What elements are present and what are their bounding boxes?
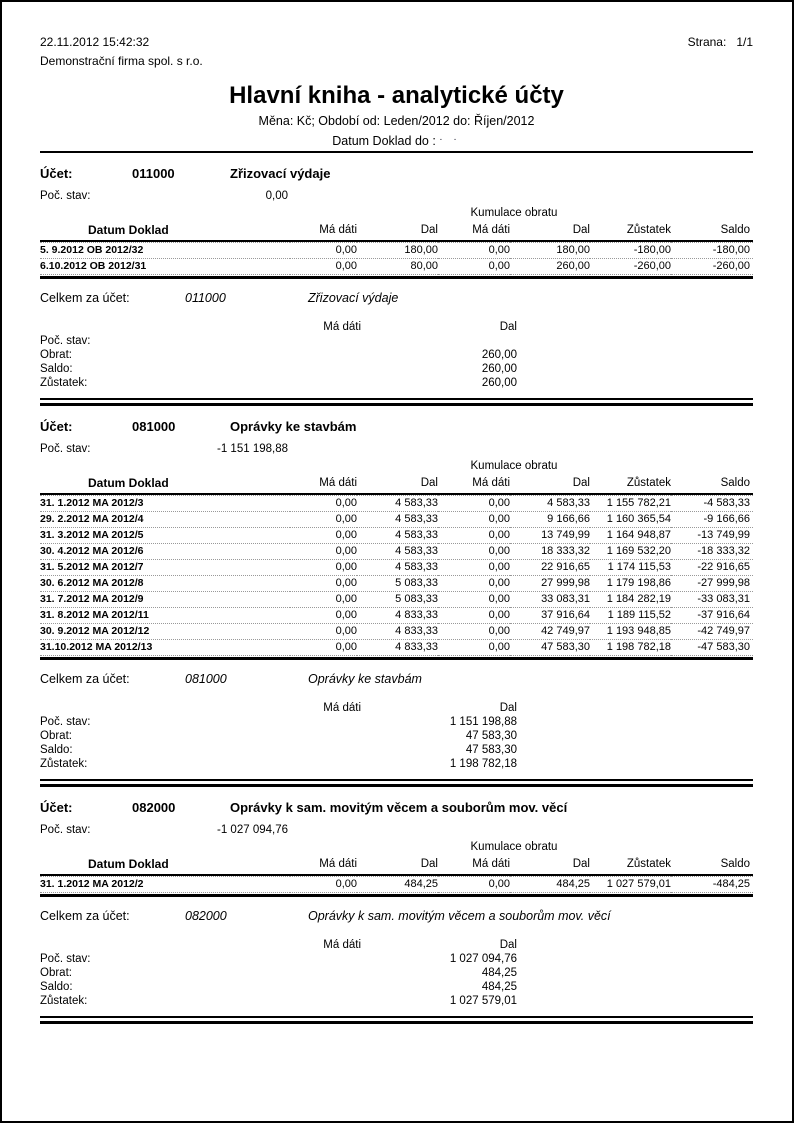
summary-row-value: 1 027 579,01	[449, 995, 517, 1007]
movement-date-doc: 31. 1.2012 MA 2012/3	[40, 495, 290, 511]
summary-row-value	[361, 334, 517, 348]
column-header: Zůstatek	[590, 222, 671, 242]
movement-amount: 18 333,32	[510, 543, 590, 559]
summary-row-value: 260,00	[481, 363, 517, 375]
movement-amount: 0,00	[438, 876, 510, 893]
section-divider	[40, 779, 753, 787]
movement-amount: 0,00	[290, 639, 357, 656]
summary-row	[40, 757, 753, 771]
column-header: Má dáti	[290, 222, 357, 242]
movement-date-doc: 5. 9.2012 OB 2012/32	[40, 242, 290, 258]
movement-date-doc: 30. 9.2012 MA 2012/12	[40, 623, 290, 639]
summary-row-value	[210, 362, 361, 376]
summary-credit-header: Dal	[499, 321, 517, 333]
summary-row	[40, 376, 753, 390]
account-total-number: 011000	[185, 291, 226, 305]
movement-row	[40, 258, 753, 275]
account-total-number: 081000	[185, 672, 227, 686]
account-label: Účet:	[40, 419, 73, 434]
movement-row	[40, 527, 753, 543]
summary-row-label: Saldo:	[40, 981, 73, 993]
summary-row-value	[210, 743, 361, 757]
movement-date-doc: 31. 3.2012 MA 2012/5	[40, 527, 290, 543]
table-body	[40, 495, 753, 656]
movement-amount: 0,00	[438, 607, 510, 623]
movements-table-wrap	[40, 475, 753, 660]
account-total-name: Oprávky k sam. movitým věcem a souborům mov. věcí	[308, 909, 611, 923]
column-header: Saldo	[671, 222, 753, 242]
column-header: Má dáti	[290, 475, 357, 495]
movement-row	[40, 559, 753, 575]
opening-balance-label: Poč. stav:	[40, 824, 91, 836]
movement-amount: 1 179 198,86	[590, 575, 671, 591]
movement-amount: 0,00	[438, 591, 510, 607]
movement-date-doc: 31. 1.2012 MA 2012/2	[40, 876, 290, 893]
summary-row	[40, 994, 753, 1008]
account-total-row	[40, 291, 753, 306]
movement-amount: 0,00	[290, 575, 357, 591]
summary-row-label: Saldo:	[40, 363, 73, 375]
account-section	[40, 800, 753, 1024]
report-title: Hlavní kniha - analytické účty	[229, 82, 564, 109]
summary-row-value: 47 583,30	[465, 744, 517, 756]
movement-amount: 1 027 579,01	[590, 876, 671, 893]
movement-date-doc: 6.10.2012 OB 2012/31	[40, 258, 290, 275]
column-header: Zůstatek	[590, 475, 671, 495]
column-header: Dal	[510, 222, 590, 242]
summary-rows	[40, 952, 753, 1008]
movement-amount: 4 833,33	[357, 623, 438, 639]
summary-row-label: Zůstatek:	[40, 377, 88, 389]
movement-amount: 0,00	[290, 495, 357, 511]
summary-row-value: 260,00	[481, 377, 517, 389]
summary-row	[40, 362, 753, 376]
column-header: Saldo	[671, 856, 753, 876]
movement-amount: 5 083,33	[357, 591, 438, 607]
movement-row	[40, 639, 753, 656]
movement-amount: 0,00	[290, 258, 357, 275]
summary-row	[40, 334, 753, 348]
movement-amount: 4 583,33	[357, 543, 438, 559]
movement-row	[40, 543, 753, 559]
account-total-row	[40, 672, 753, 687]
movement-amount: 0,00	[438, 242, 510, 258]
summary-row-label: Obrat:	[40, 730, 72, 742]
movement-amount: 0,00	[438, 559, 510, 575]
summary-row-value	[210, 994, 361, 1008]
movements-table	[40, 222, 753, 275]
account-header	[40, 800, 753, 816]
movement-amount: 4 583,33	[357, 511, 438, 527]
page-indicator	[688, 35, 753, 50]
account-total-name: Oprávky ke stavbám	[308, 672, 422, 686]
movement-date-doc: 30. 6.2012 MA 2012/8	[40, 575, 290, 591]
movement-amount: 9 166,66	[510, 511, 590, 527]
accounts-container	[40, 166, 753, 1024]
summary-row-value: 1 198 782,18	[449, 758, 517, 770]
summary-row-value	[210, 952, 361, 966]
summary-row-label: Saldo:	[40, 744, 73, 756]
movement-amount: -13 749,99	[671, 527, 753, 543]
movement-amount: 0,00	[290, 876, 357, 893]
account-label: Účet:	[40, 800, 73, 815]
account-header	[40, 419, 753, 435]
table-header-row	[40, 222, 753, 242]
movement-amount: -180,00	[590, 242, 671, 258]
account-section	[40, 419, 753, 787]
movement-row	[40, 511, 753, 527]
opening-balance-value: -1 151 198,88	[217, 443, 288, 455]
summary-row	[40, 348, 753, 362]
movements-table-wrap	[40, 856, 753, 897]
movement-amount: 0,00	[290, 591, 357, 607]
movement-amount: 1 174 115,53	[590, 559, 671, 575]
movements-table	[40, 475, 753, 656]
column-header: Má dáti	[438, 856, 510, 876]
column-header: Dal	[510, 856, 590, 876]
column-header: Datum Doklad	[40, 475, 290, 495]
movement-amount: 0,00	[290, 559, 357, 575]
summary-row-value: 1 151 198,88	[449, 716, 517, 728]
summary-row	[40, 966, 753, 980]
header-rule	[40, 151, 753, 153]
summary-row	[40, 715, 753, 729]
movement-date-doc: 31.10.2012 MA 2012/13	[40, 639, 290, 656]
account-name: Zřizovací výdaje	[230, 166, 331, 181]
summary-columns-header	[40, 938, 753, 952]
column-header: Datum Doklad	[40, 856, 290, 876]
movement-amount: -27 999,98	[671, 575, 753, 591]
movement-amount: 0,00	[438, 495, 510, 511]
movement-amount: 0,00	[438, 575, 510, 591]
column-header: Datum Doklad	[40, 222, 290, 242]
account-total-row	[40, 909, 753, 924]
date-filter-placeholder: · ·	[439, 134, 461, 145]
report-header	[40, 35, 753, 50]
movement-row	[40, 623, 753, 639]
account-section	[40, 166, 753, 406]
summary-row-value: 260,00	[481, 349, 517, 361]
report-subtitle-date-filter	[40, 132, 753, 149]
summary-row-value	[210, 334, 361, 348]
summary-row	[40, 980, 753, 994]
movement-amount: 180,00	[510, 242, 590, 258]
movement-amount: 4 583,33	[510, 495, 590, 511]
movement-amount: 13 749,99	[510, 527, 590, 543]
table-header-row	[40, 475, 753, 495]
movement-amount: -484,25	[671, 876, 753, 893]
movement-amount: 22 916,65	[510, 559, 590, 575]
column-header: Saldo	[671, 475, 753, 495]
movement-amount: 0,00	[438, 258, 510, 275]
movement-amount: 4 583,33	[357, 495, 438, 511]
account-total-number: 082000	[185, 909, 227, 923]
account-total-label: Celkem za účet:	[40, 672, 130, 686]
movement-date-doc: 31. 8.2012 MA 2012/11	[40, 607, 290, 623]
table-header-row	[40, 856, 753, 876]
movement-amount: 4 583,33	[357, 527, 438, 543]
column-header: Dal	[357, 222, 438, 242]
page-number: 1/1	[736, 35, 753, 49]
opening-balance-value: -1 027 094,76	[217, 824, 288, 836]
movement-amount: -42 749,97	[671, 623, 753, 639]
summary-row-label: Zůstatek:	[40, 995, 88, 1007]
summary-debit-header: Má dáti	[323, 702, 361, 714]
movement-amount: -47 583,30	[671, 639, 753, 656]
movement-amount: 1 164 948,87	[590, 527, 671, 543]
movement-row	[40, 591, 753, 607]
movement-amount: 484,25	[357, 876, 438, 893]
section-divider	[40, 398, 753, 406]
movement-amount: 0,00	[290, 623, 357, 639]
account-header	[40, 166, 753, 182]
summary-row	[40, 743, 753, 757]
movement-amount: -18 333,32	[671, 543, 753, 559]
movement-row	[40, 495, 753, 511]
opening-balance-row	[40, 442, 753, 456]
summary-row-value	[210, 715, 361, 729]
summary-row-label: Poč. stav:	[40, 335, 91, 347]
movement-amount: 80,00	[357, 258, 438, 275]
summary-row-value: 484,25	[481, 981, 517, 993]
summary-rows	[40, 715, 753, 771]
column-header: Zůstatek	[590, 856, 671, 876]
movement-amount: 4 833,33	[357, 639, 438, 656]
cumulative-turnover-header: Kumulace obratu	[470, 841, 558, 853]
movement-amount: 0,00	[438, 511, 510, 527]
summary-row-value: 47 583,30	[465, 730, 517, 742]
movement-amount: 1 193 948,85	[590, 623, 671, 639]
movement-amount: 1 184 282,19	[590, 591, 671, 607]
cumulative-turnover-header: Kumulace obratu	[470, 460, 558, 472]
movement-date-doc: 31. 7.2012 MA 2012/9	[40, 591, 290, 607]
movement-amount: 0,00	[438, 623, 510, 639]
movement-date-doc: 31. 5.2012 MA 2012/7	[40, 559, 290, 575]
column-header: Má dáti	[438, 222, 510, 242]
movement-amount: 27 999,98	[510, 575, 590, 591]
movement-amount: 33 083,31	[510, 591, 590, 607]
account-number: 011000	[132, 166, 175, 181]
summary-columns-header	[40, 320, 753, 334]
movement-amount: 0,00	[438, 527, 510, 543]
print-timestamp: 22.11.2012 15:42:32	[40, 35, 150, 49]
movement-amount: 37 916,64	[510, 607, 590, 623]
movement-amount: -260,00	[671, 258, 753, 275]
summary-row-label: Obrat:	[40, 967, 72, 979]
movement-amount: 484,25	[510, 876, 590, 893]
movement-amount: 47 583,30	[510, 639, 590, 656]
movement-amount: 0,00	[290, 242, 357, 258]
summary-row-value	[210, 966, 361, 980]
page-label: Strana:	[687, 35, 727, 49]
movement-amount: -22 916,65	[671, 559, 753, 575]
column-header: Dal	[357, 856, 438, 876]
summary-rows	[40, 334, 753, 390]
movement-amount: 0,00	[290, 607, 357, 623]
movement-amount: -4 583,33	[671, 495, 753, 511]
movement-amount: 1 155 782,21	[590, 495, 671, 511]
movement-amount: 1 189 115,52	[590, 607, 671, 623]
account-number: 081000	[132, 419, 176, 434]
account-number: 082000	[132, 800, 176, 815]
movement-amount: 0,00	[438, 543, 510, 559]
report-subtitle-period: Měna: Kč; Období od: Leden/2012 do: Říjen/2012	[258, 114, 535, 128]
movements-table-wrap	[40, 222, 753, 279]
account-name: Oprávky k sam. movitým věcem a souborům mov. věcí	[230, 800, 568, 815]
opening-balance-row	[40, 823, 753, 837]
summary-row	[40, 729, 753, 743]
section-divider	[40, 1016, 753, 1024]
summary-row-value	[210, 348, 361, 362]
opening-balance-label: Poč. stav:	[40, 443, 91, 455]
movement-amount: 42 749,97	[510, 623, 590, 639]
movement-amount: -33 083,31	[671, 591, 753, 607]
opening-balance-label: Poč. stav:	[40, 190, 91, 202]
table-body	[40, 242, 753, 275]
movement-amount: -260,00	[590, 258, 671, 275]
movement-amount: 0,00	[290, 543, 357, 559]
movement-row	[40, 607, 753, 623]
account-total-label: Celkem za účet:	[40, 291, 130, 305]
summary-row-value	[210, 980, 361, 994]
account-total-label: Celkem za účet:	[40, 909, 130, 923]
movement-amount: 0,00	[290, 511, 357, 527]
summary-row-value	[210, 729, 361, 743]
column-header: Dal	[357, 475, 438, 495]
movement-row	[40, 575, 753, 591]
movement-amount: 0,00	[438, 639, 510, 656]
account-total-name: Zřizovací výdaje	[308, 291, 399, 305]
summary-row-label: Zůstatek:	[40, 758, 88, 770]
movement-amount: 5 083,33	[357, 575, 438, 591]
summary-row-label: Poč. stav:	[40, 953, 91, 965]
movement-amount: 4 583,33	[357, 559, 438, 575]
cumulative-turnover-header: Kumulace obratu	[470, 207, 558, 219]
movement-date-doc: 30. 4.2012 MA 2012/6	[40, 543, 290, 559]
company-name: Demonstrační firma spol. s r.o.	[40, 54, 203, 68]
movement-amount: 0,00	[290, 527, 357, 543]
column-header: Má dáti	[290, 856, 357, 876]
movement-amount: 1 169 532,20	[590, 543, 671, 559]
date-filter-label: Datum Doklad do :	[332, 134, 436, 148]
movement-row	[40, 876, 753, 893]
summary-row-value: 1 027 094,76	[449, 953, 517, 965]
movement-amount: 180,00	[357, 242, 438, 258]
opening-balance-row	[40, 189, 753, 203]
summary-row-value: 484,25	[481, 967, 517, 979]
movement-amount: -9 166,66	[671, 511, 753, 527]
account-name: Oprávky ke stavbám	[230, 419, 357, 434]
movement-amount: -37 916,64	[671, 607, 753, 623]
summary-row-value	[210, 376, 361, 390]
movement-row	[40, 242, 753, 258]
movement-amount: 260,00	[510, 258, 590, 275]
summary-columns-header	[40, 701, 753, 715]
summary-row-value	[210, 757, 361, 771]
opening-balance-value: 0,00	[265, 190, 288, 202]
summary-row-label: Obrat:	[40, 349, 72, 361]
column-header: Dal	[510, 475, 590, 495]
movements-table	[40, 856, 753, 893]
summary-credit-header: Dal	[499, 939, 517, 951]
account-label: Účet:	[40, 166, 73, 181]
summary-row-label: Poč. stav:	[40, 716, 91, 728]
movement-amount: 1 160 365,54	[590, 511, 671, 527]
summary-row	[40, 952, 753, 966]
table-body	[40, 876, 753, 893]
summary-credit-header: Dal	[499, 702, 517, 714]
movement-date-doc: 29. 2.2012 MA 2012/4	[40, 511, 290, 527]
movement-amount: 4 833,33	[357, 607, 438, 623]
movement-amount: 1 198 782,18	[590, 639, 671, 656]
movement-amount: -180,00	[671, 242, 753, 258]
summary-debit-header: Má dáti	[323, 321, 361, 333]
summary-debit-header: Má dáti	[323, 939, 361, 951]
column-header: Má dáti	[438, 475, 510, 495]
